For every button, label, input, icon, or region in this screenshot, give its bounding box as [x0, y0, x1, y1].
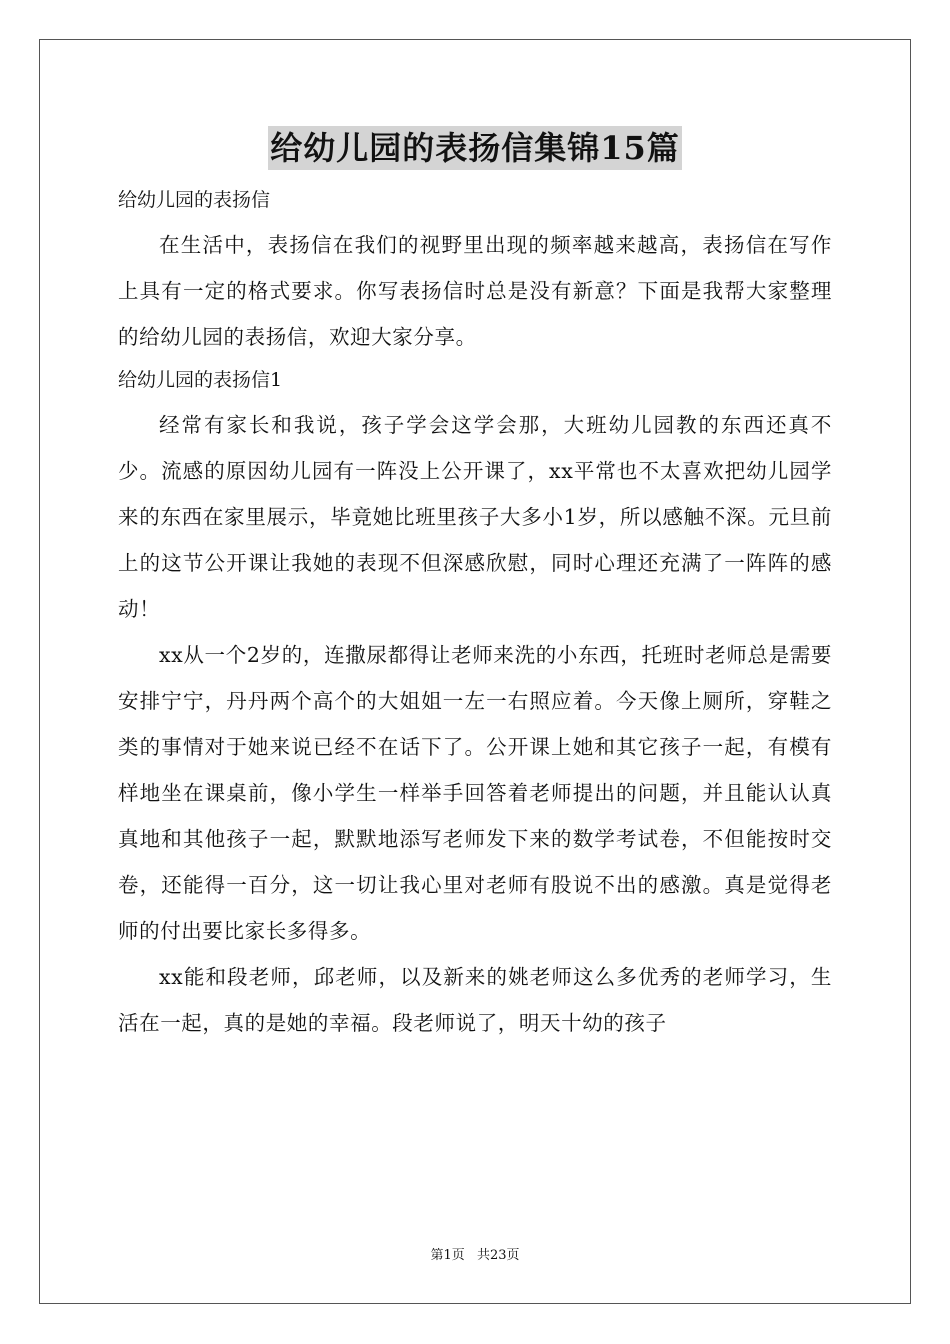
page-number: 第1页: [430, 1248, 465, 1263]
document-title: 给幼儿园的表扬信集锦15篇: [268, 126, 682, 170]
document-body: [118, 180, 832, 1046]
page-footer: [0, 1247, 950, 1265]
title-container: [0, 126, 950, 170]
page-total: 共23页: [476, 1248, 520, 1263]
intro-heading: 给幼儿园的表扬信: [118, 189, 271, 211]
section-heading: 给幼儿园的表扬信1: [118, 369, 283, 391]
body-paragraph: 经常有家长和我说，孩子学会这学会那，大班幼儿园教的东西还真不少。流感的原因幼儿园有一阵没上公开课了，xx平常也不太喜欢把幼儿园学来的东西在家里展示，毕竟她比班里孩子大多小1岁，所以感触不深。元旦前上的这节公开课让我她的表现不但深感欣慰，同时心理还充满了一阵阵的感动！: [118, 413, 832, 621]
intro-paragraph: 在生活中，表扬信在我们的视野里出现的频率越来越高，表扬信在写作上具有一定的格式要求。你写表扬信时总是没有新意？下面是我帮大家整理的给幼儿园的表扬信，欢迎大家分享。: [118, 233, 832, 349]
body-paragraph: xx从一个2岁的，连撒尿都得让老师来洗的小东西，托班时老师总是需要安排宁宁，丹丹两个高个的大姐姐一左一右照应着。今天像上厕所，穿鞋之类的事情对于她来说已经不在话下了。公开课上她和其它孩子一起，有模有样地坐在课桌前，像小学生一样举手回答着老师提出的问题，并且能认认真真地和其他孩子一起，默默地添写老师发下来的数学考试卷，不但能按时交卷，还能得一百分，这一切让我心里对老师有股说不出的感激。真是觉得老师的付出要比家长多得多。: [118, 643, 832, 943]
body-paragraph: xx能和段老师，邱老师，以及新来的姚老师这么多优秀的老师学习，生活在一起，真的是她的幸福。段老师说了，明天十幼的孩子: [118, 965, 832, 1035]
